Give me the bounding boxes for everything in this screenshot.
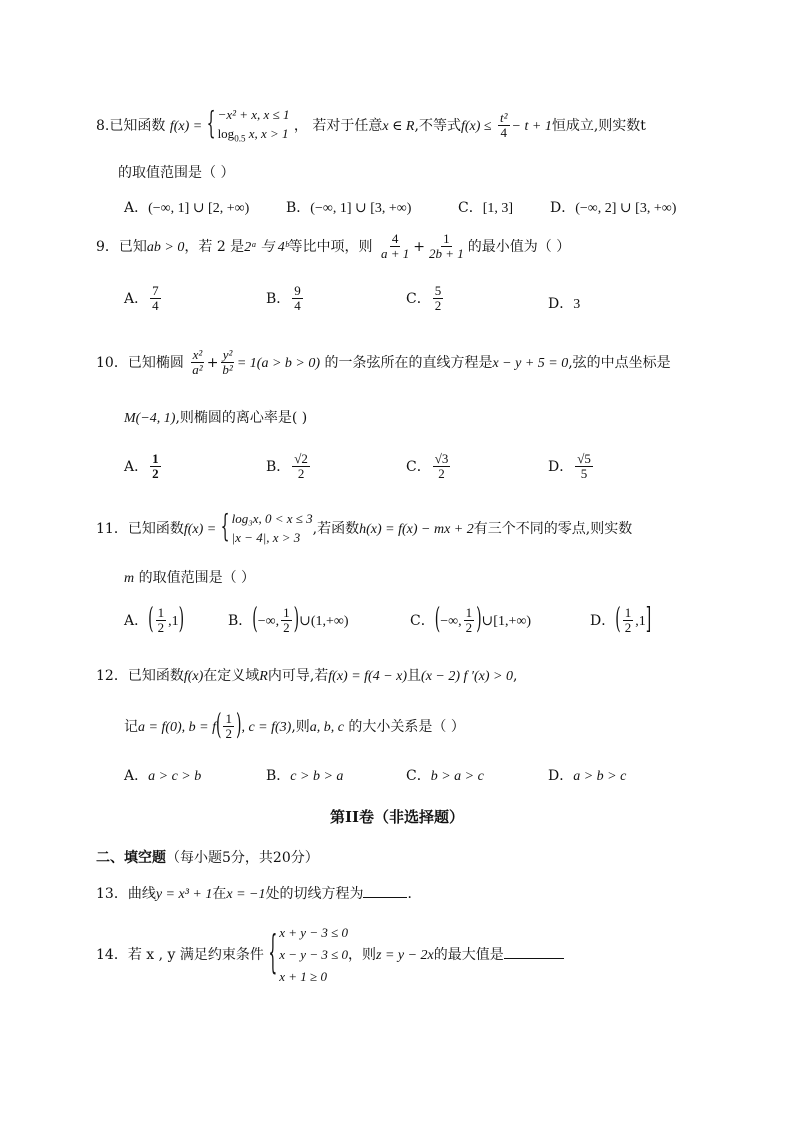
question-11: 11．已知函数f(x) = { log₃x, 0 < x ≤ 3 |x − 4|, x > 3 ,若函数h(x) = f(x) − mx + 2有三个不同的零点,则实数: [96, 510, 632, 548]
question-number: 9．: [96, 238, 119, 255]
option-b[interactable]: B．(−∞, 1] ∪ [3, +∞): [286, 200, 412, 216]
question-8: 8.已知函数 f(x) = { −x² + x, x ≤ 1 $\log_{0.5} x$, x > 1 ， 若对于任意x ∈ R,不等式f(x) ≤ $\frac{\text{t²}}{4}$ − t + 1恒成立,则实数t: [96, 106, 646, 145]
question-14: 14．若 x , y 满足约束条件 { x + y − 3 ≤ 0 x − y − 3 ≤ 0 x + 1 ≥ 0 ，则z = y − 2x的最大值是: [96, 922, 564, 988]
option-a[interactable]: A． $\frac{1}{2}$: [124, 451, 159, 482]
question-number: 10．: [96, 354, 128, 371]
question-number: 14．: [96, 947, 128, 964]
option-d[interactable]: D．(−∞, 2] ∪ [3, +∞): [550, 200, 677, 216]
fraction: $\frac{\text{t²}}{4}$: [500, 109, 508, 141]
fraction: $\frac{\text{x²}}{\text{a²}}$: [192, 347, 203, 378]
section-heading: 二、填空题（每小题5分，共20分）: [96, 850, 319, 866]
option-a[interactable]: A．(−∞, 1] ∪ [2, +∞): [124, 200, 250, 216]
question-9: 9．已知ab > 0，若 2 是2ᵃ 与 4ᵇ等比中项，则 $\frac{4}{a + 1}$ + $\frac{1}{2b + 1}$ 的最小值为（ ）: [96, 231, 571, 262]
option-d[interactable]: D．3: [548, 296, 581, 312]
piecewise-function: { −x² + x, x ≤ 1 $\log_{0.5} x$, x > 1: [206, 107, 290, 144]
question-12-line2: 记a = f(0), b = f( $\frac{1}{2}$ ), c = f(3),则a, b, c 的大小关系是（ ）: [124, 709, 465, 743]
option-c[interactable]: C． $\frac{5}{2}$: [406, 283, 442, 314]
option-b[interactable]: B． $\frac{√2}{2}$: [266, 451, 308, 482]
question-12: 12．已知函数f(x)在定义域R内可导,若f(x) = f(4 − x)且(x − 2) f ′(x) > 0,: [96, 668, 518, 684]
question-13: 13．曲线y = x³ + 1在x = −1处的切线方程为 ．: [96, 886, 422, 902]
part-title: 第II卷（非选择题）: [329, 808, 465, 826]
option-c[interactable]: C． $\frac{√3}{2}$: [406, 451, 449, 482]
question-10: 10．已知椭圆 $\frac{\text{x²}}{\text{a²}}$ + $\frac{\text{y²}}{\text{b²}}$ = 1(a > b > 0) 的一条弦所在的直线方程是x − y + 5 = 0,弦的中点坐标是: [96, 347, 671, 378]
option-a[interactable]: A． $\frac{7}{4}$: [124, 283, 159, 314]
option-a[interactable]: A．( $\frac{1}{2}$ ,1): [124, 603, 185, 637]
answer-blank[interactable]: [363, 897, 407, 898]
option-c[interactable]: C．b > a > c: [406, 768, 484, 784]
option-d[interactable]: D．a > b > c: [548, 768, 627, 784]
answer-blank[interactable]: [504, 958, 564, 959]
question-number: 12．: [96, 668, 128, 684]
question-11-line2: m 的取值范围是（ ）: [124, 570, 256, 586]
constraint-system: { x + y − 3 ≤ 0 x − y − 3 ≤ 0 x + 1 ≥ 0: [268, 925, 348, 985]
option-b[interactable]: B．c > b > a: [266, 768, 344, 784]
option-c[interactable]: C．[1, 3]: [458, 200, 514, 216]
option-b[interactable]: B．(−∞, $\frac{1}{2}$ )∪(1,+∞): [228, 603, 349, 637]
fraction: $\frac{1}{2b + 1}$: [429, 231, 464, 262]
question-number: 8.: [96, 117, 110, 134]
question-8-line2: 的取值范围是（ ）: [118, 165, 235, 181]
question-10-line2: M(−4, 1),则椭圆的离心率是( ): [124, 410, 308, 426]
option-b[interactable]: B． $\frac{9}{4}$: [266, 283, 301, 314]
fraction: $\frac{4}{a + 1}$: [381, 231, 410, 262]
piecewise-function: { log₃x, 0 < x ≤ 3 |x − 4|, x > 3: [220, 510, 313, 546]
option-c[interactable]: C．(−∞, $\frac{1}{2}$ )∪[1,+∞): [410, 603, 531, 637]
question-number: 11．: [96, 520, 128, 537]
fraction: $\frac{\text{y²}}{\text{b²}}$: [222, 347, 233, 378]
option-d[interactable]: D． $\frac{√5}{5}$: [548, 451, 591, 482]
option-a[interactable]: A．a > c > b: [124, 768, 202, 784]
question-number: 13．: [96, 886, 128, 902]
option-d[interactable]: D．( $\frac{1}{2}$ ,1]: [590, 603, 652, 637]
